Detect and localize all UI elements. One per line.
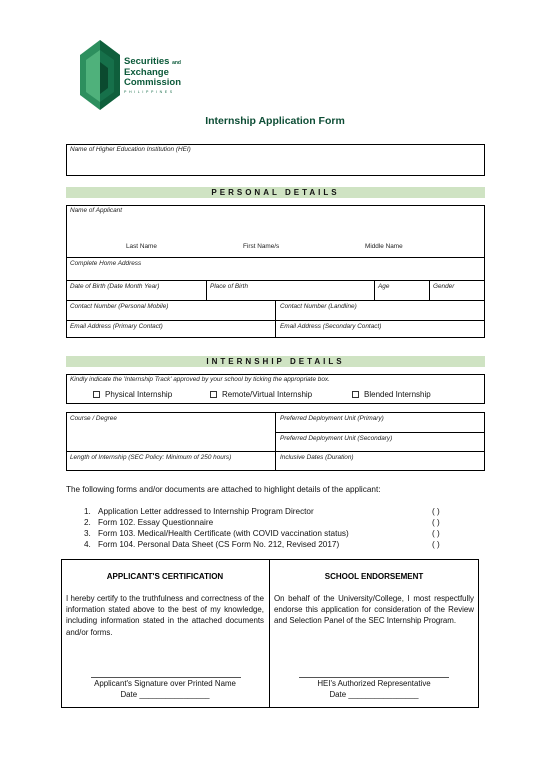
- track-option-physical[interactable]: [93, 390, 172, 399]
- applicant-name-label: Name of Applicant: [70, 207, 122, 214]
- attachment-text: Form 103. Medical/Health Certificate (with COVID vaccination status): [98, 529, 349, 538]
- col-divider: [206, 280, 207, 300]
- contact-mobile-label: Contact Number (Personal Mobile): [70, 303, 169, 310]
- row-divider: [275, 432, 485, 433]
- attachment-check[interactable]: ( ): [432, 507, 440, 516]
- attachment-check[interactable]: ( ): [432, 540, 440, 549]
- home-address-label: Complete Home Address: [70, 260, 142, 267]
- checkbox-icon[interactable]: [93, 391, 100, 398]
- col-divider: [429, 280, 430, 300]
- row-divider: [66, 280, 485, 281]
- attachment-num: 1.: [84, 507, 91, 516]
- signature-line: [299, 677, 449, 678]
- col-divider: [275, 300, 276, 338]
- unit-secondary-label: Preferred Deployment Unit (Secondary): [280, 435, 393, 442]
- dob-label: Date of Birth (Date Month Year): [70, 283, 160, 290]
- attachment-item: [84, 518, 213, 527]
- attachment-text: Application Letter addressed to Internship Program Director: [98, 507, 314, 516]
- logo-line3: Commission: [124, 77, 182, 88]
- attachment-num: 4.: [84, 540, 91, 549]
- email-secondary-label: Email Address (Secondary Contact): [280, 323, 382, 330]
- signature-line: [91, 677, 241, 678]
- attachment-check[interactable]: ( ): [432, 518, 440, 527]
- applicant-signature-label: Applicant's Signature over Printed Name: [94, 679, 236, 688]
- row-divider: [66, 320, 485, 321]
- track-label: Remote/Virtual Internship: [222, 390, 313, 399]
- sec-logo-text: [124, 57, 181, 94]
- logo-line1: Securities: [124, 56, 170, 67]
- place-of-birth-label: Place of Birth: [210, 283, 249, 290]
- attachment-text: Form 102. Essay Questionnaire: [98, 518, 214, 527]
- applicant-cert-title: APPLICANT'S CERTIFICATION: [106, 572, 224, 581]
- age-label: Age: [378, 283, 390, 290]
- track-instruction: Kindly indicate the 'Internship Track' approved by your school by ticking the appropriate box.: [70, 376, 330, 383]
- first-name-label: First Name/s: [243, 243, 280, 250]
- applicant-cert-text: I hereby certify to the truthfulness and correctness of the information stated above to the best of my knowledge, including information stated in the attached documents and/or forms.: [66, 594, 264, 637]
- checkbox-icon[interactable]: [210, 391, 217, 398]
- attachment-item: [84, 507, 314, 516]
- unit-primary-label: Preferred Deployment Unit (Primary): [280, 415, 384, 422]
- internship-details-header: INTERNSHIP DETAILS: [66, 356, 485, 367]
- attachment-item: [84, 540, 339, 549]
- attachment-item: [84, 529, 349, 538]
- col-divider: [275, 412, 276, 471]
- track-option-remote[interactable]: [210, 390, 312, 399]
- track-option-blended[interactable]: [352, 390, 431, 399]
- logo-and: and: [172, 60, 181, 66]
- school-signature-label: HEI's Authorized Representative: [317, 679, 431, 688]
- logo-line2: Exchange: [124, 67, 169, 78]
- dates-label: Inclusive Dates (Duration): [280, 454, 354, 461]
- checkbox-icon[interactable]: [352, 391, 359, 398]
- track-label: Blended Internship: [364, 390, 431, 399]
- attachment-check[interactable]: ( ): [432, 529, 440, 538]
- row-divider: [66, 257, 485, 258]
- school-endorsement-text: On behalf of the University/College, I most respectfully endorse this application for consideration of the Review and Selection Panel of the SEC Internship Program.: [274, 594, 474, 626]
- attachments-intro: The following forms and/or documents are attached to highlight details of the applicant:: [66, 485, 381, 494]
- contact-landline-label: Contact Number (Landline): [280, 303, 357, 310]
- form-title: Internship Application Form: [205, 115, 345, 127]
- logo-country: PHILIPPINES: [124, 90, 175, 94]
- email-primary-label: Email Address (Primary Contact): [70, 323, 163, 330]
- gender-label: Gender: [433, 283, 455, 290]
- middle-name-label: Middle Name: [365, 243, 403, 250]
- attachment-num: 2.: [84, 518, 91, 527]
- attachment-text: Form 104. Personal Data Sheet (CS Form No. 212, Revised 2017): [98, 540, 340, 549]
- track-label: Physical Internship: [105, 390, 173, 399]
- last-name-label: Last Name: [126, 243, 157, 250]
- row-divider: [66, 451, 485, 452]
- course-label: Course / Degree: [70, 415, 117, 422]
- hei-label: Name of Higher Education Institution (HEI): [70, 146, 191, 153]
- applicant-date[interactable]: Date ________________: [120, 690, 210, 699]
- school-date[interactable]: Date ________________: [329, 690, 419, 699]
- school-endorsement-title: SCHOOL ENDORSEMENT: [324, 572, 424, 581]
- col-divider: [374, 280, 375, 300]
- attachment-num: 3.: [84, 529, 91, 538]
- personal-details-header: PERSONAL DETAILS: [66, 187, 485, 198]
- length-label: Length of Internship (SEC Policy: Minimum of 250 hours): [70, 454, 232, 461]
